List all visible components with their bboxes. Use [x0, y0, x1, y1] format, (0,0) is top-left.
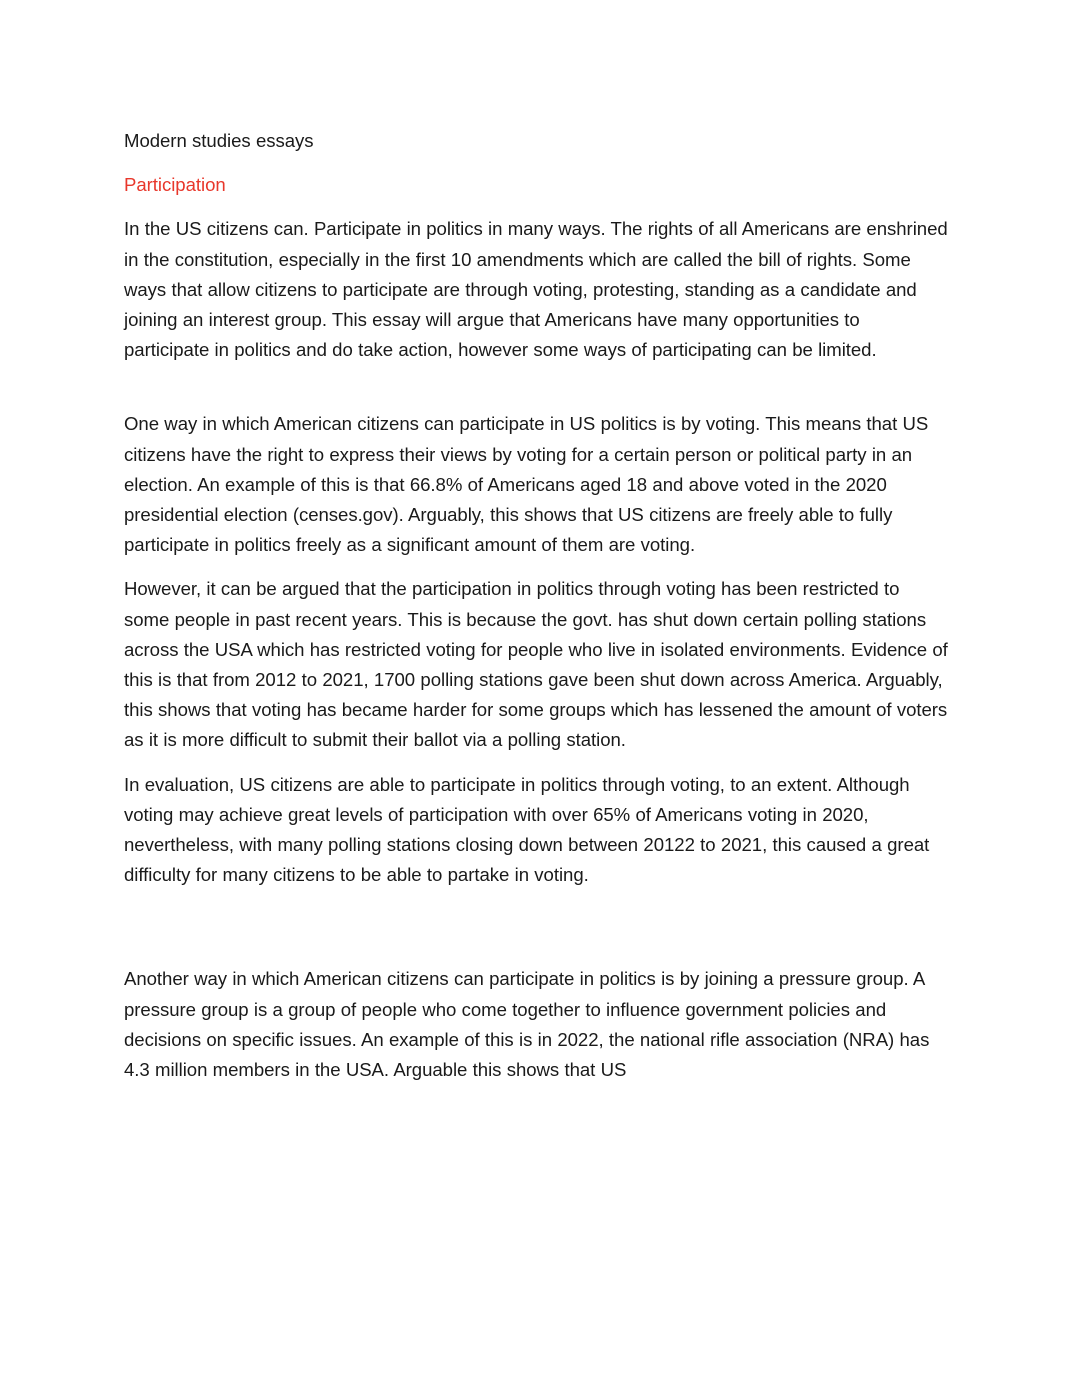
document-body	[124, 126, 948, 1085]
paragraph-intro: In the US citizens can. Participate in politics in many ways. The rights of all Americans are enshrined in the constitution, especially in the first 10 amendments which are called the bill of rights. Some ways that allow citizens to participate are through voting, protesting, standing as a candidate and joining an interest group. This essay will argue that Americans have many opportunities to participate in politics and do take action, however some ways of participating can be limited.	[124, 218, 948, 361]
spacer-between-paragraphs-3	[124, 756, 948, 770]
paragraph-pressure-group-point: Another way in which American citizens can participate in politics is by joining a pressure group. A pressure group is a group of people who come together to influence government policies and decisions on specific issues. An example of this is in 2022, the national rifle association (NRA) has 4.3 million members in the USA. Arguable this shows that US	[124, 968, 930, 1081]
section-heading-participation: Participation	[124, 174, 226, 196]
paragraph-voting-point: One way in which American citizens can participate in US politics is by voting. This means that US citizens have the right to express their views by voting for a certain person or political party in an election. An example of this is that 66.8% of Americans aged 18 and above voted in the 2020 presidential election (censes.gov). Arguably, this shows that US citizens are freely able to fully participate in politics freely as a significant amount of them are voting.	[124, 413, 929, 556]
spacer-blank-lines-2	[124, 890, 948, 964]
spacer-blank-line-1	[124, 365, 948, 409]
spacer-after-heading	[124, 200, 948, 214]
paragraph-voting-counter: However, it can be argued that the participation in politics through voting has been restricted to some people in past recent years. This is because the govt. has shut down certain polling stations across the USA which has restricted voting for people who live in isolated environments. Evidence of this is that from 2012 to 2021, 1700 polling stations gave been shut down across America. Arguably, this shows that voting has became harder for some groups which has lessened the amount of voters as it is more difficult to submit their ballot via a polling station.	[124, 578, 948, 751]
paragraph-voting-evaluation: In evaluation, US citizens are able to participate in politics through voting, to an extent. Although voting may achieve great levels of participation with over 65% of Americans voting in 2020, nevertheless, with many polling stations closing down between 20122 to 2021, this caused a great difficulty for many citizens to be able to partake in voting.	[124, 773, 930, 886]
spacer-between-paragraphs-2	[124, 560, 948, 574]
spacer-after-title	[124, 156, 948, 170]
document-title: Modern studies essays	[124, 130, 314, 151]
